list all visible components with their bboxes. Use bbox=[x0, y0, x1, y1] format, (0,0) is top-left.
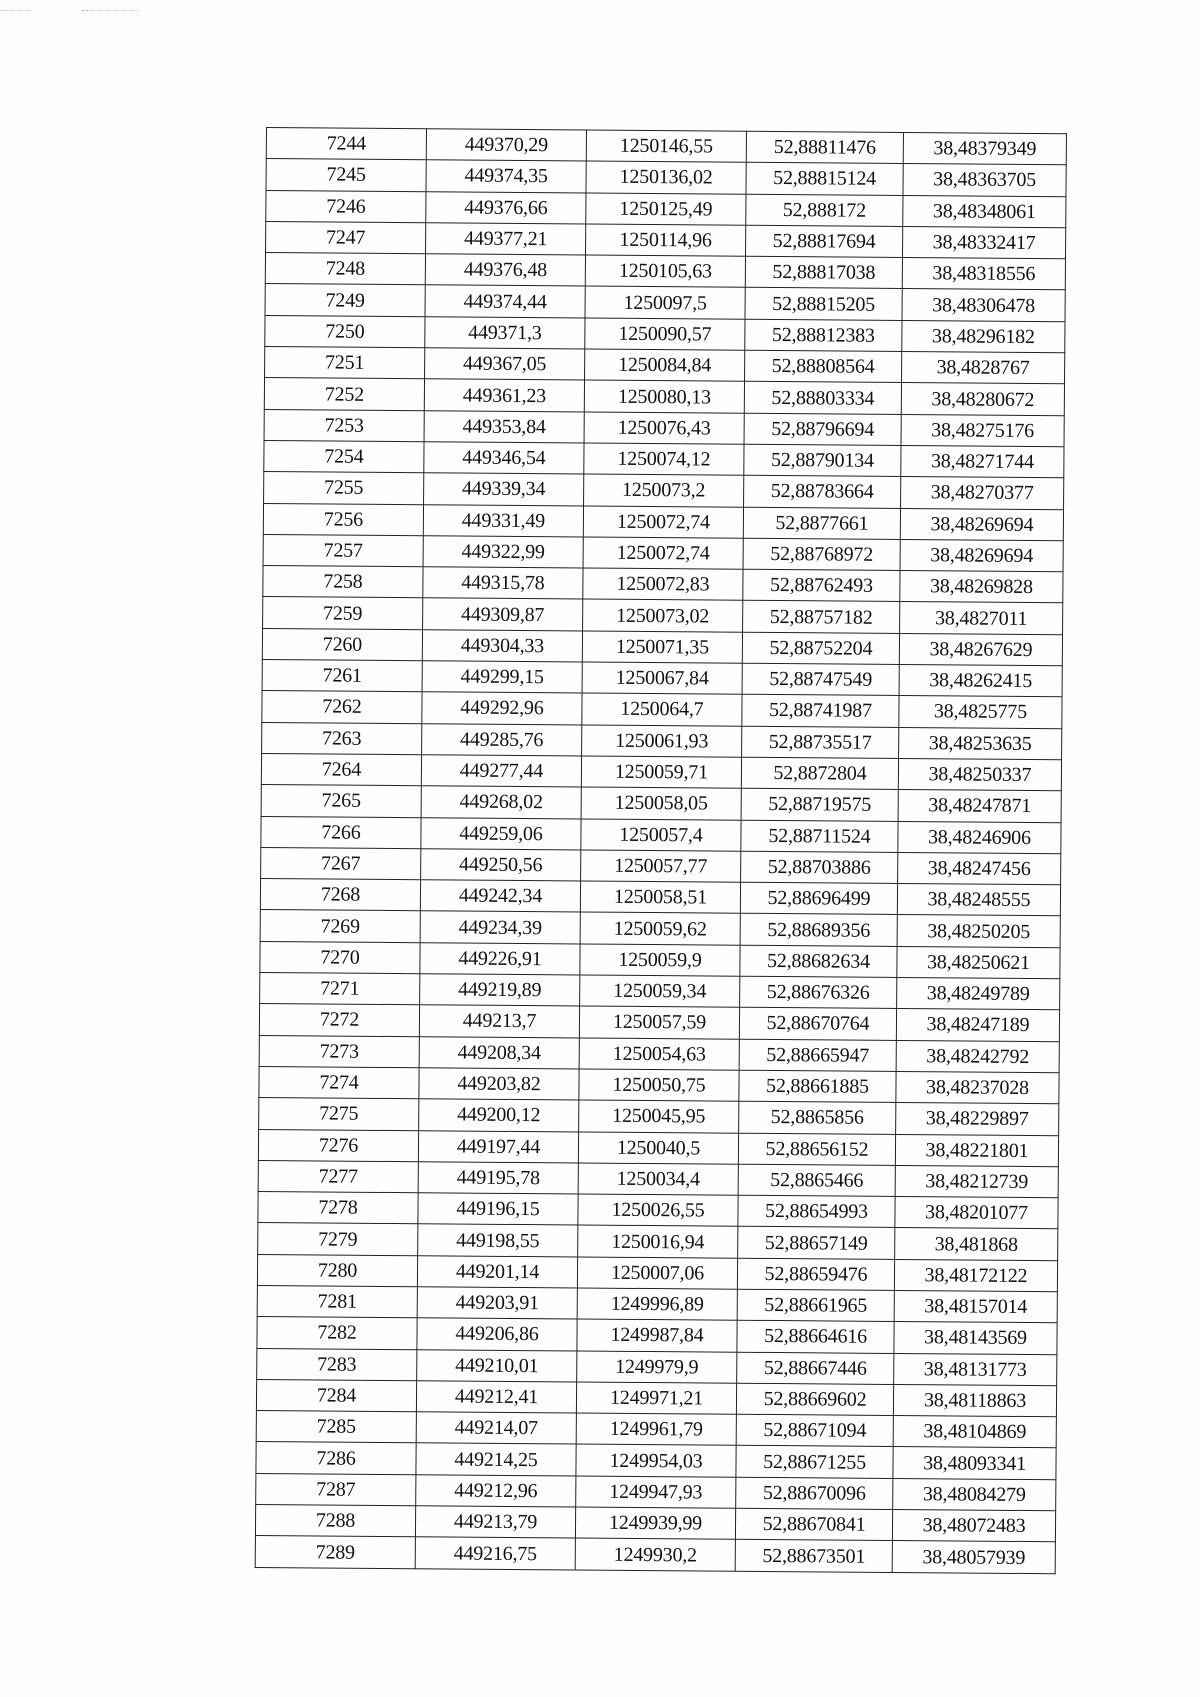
point-number-cell: 7269 bbox=[260, 910, 420, 943]
y-coordinate-cell: 1250084,84 bbox=[585, 349, 745, 382]
longitude-cell: 38,48271744 bbox=[901, 445, 1064, 478]
x-coordinate-cell: 449371,3 bbox=[425, 317, 585, 350]
y-coordinate-cell: 1250097,5 bbox=[585, 286, 745, 319]
latitude-cell: 52,88671255 bbox=[736, 1446, 893, 1479]
y-coordinate-cell: 1250073,02 bbox=[583, 599, 743, 632]
y-coordinate-cell: 1250114,96 bbox=[586, 224, 746, 257]
latitude-cell: 52,88811476 bbox=[746, 131, 903, 164]
latitude-cell: 52,88665947 bbox=[739, 1039, 896, 1072]
longitude-cell: 38,48072483 bbox=[892, 1510, 1055, 1543]
longitude-cell: 38,48348061 bbox=[903, 195, 1066, 228]
x-coordinate-cell: 449210,01 bbox=[417, 1349, 577, 1382]
y-coordinate-cell: 1250146,55 bbox=[586, 130, 746, 163]
x-coordinate-cell: 449250,56 bbox=[421, 849, 581, 882]
y-coordinate-cell: 1250059,62 bbox=[580, 912, 740, 945]
longitude-cell: 38,48269694 bbox=[900, 508, 1063, 541]
longitude-cell: 38,48237028 bbox=[896, 1071, 1059, 1104]
longitude-cell: 38,48249789 bbox=[897, 977, 1060, 1010]
longitude-cell: 38,48379349 bbox=[903, 133, 1066, 166]
x-coordinate-cell: 449292,96 bbox=[422, 692, 582, 725]
x-coordinate-cell: 449370,29 bbox=[426, 129, 586, 162]
point-number-cell: 7287 bbox=[256, 1473, 416, 1506]
x-coordinate-cell: 449213,79 bbox=[415, 1506, 575, 1539]
x-coordinate-cell: 449219,89 bbox=[420, 974, 580, 1007]
longitude-cell: 38,48131773 bbox=[894, 1353, 1057, 1386]
latitude-cell: 52,8872804 bbox=[741, 757, 898, 790]
longitude-cell: 38,48084279 bbox=[893, 1478, 1056, 1511]
point-number-cell: 7249 bbox=[265, 284, 425, 317]
x-coordinate-cell: 449226,91 bbox=[420, 942, 580, 975]
y-coordinate-cell: 1250080,13 bbox=[584, 380, 744, 413]
point-number-cell: 7264 bbox=[261, 753, 421, 786]
latitude-cell: 52,88661885 bbox=[739, 1070, 896, 1103]
y-coordinate-cell: 1250064,7 bbox=[582, 693, 742, 726]
latitude-cell: 52,88817038 bbox=[745, 256, 902, 289]
x-coordinate-cell: 449304,33 bbox=[422, 629, 582, 662]
x-coordinate-cell: 449213,7 bbox=[419, 1005, 579, 1038]
point-number-cell: 7248 bbox=[265, 253, 425, 286]
point-number-cell: 7283 bbox=[257, 1348, 417, 1381]
point-number-cell: 7261 bbox=[262, 660, 422, 693]
point-number-cell: 7263 bbox=[262, 722, 422, 755]
y-coordinate-cell: 1250061,93 bbox=[582, 725, 742, 758]
point-number-cell: 7246 bbox=[266, 190, 426, 223]
longitude-cell: 38,48306478 bbox=[902, 289, 1065, 322]
latitude-cell: 52,88696499 bbox=[740, 882, 897, 915]
x-coordinate-cell: 449206,86 bbox=[417, 1318, 577, 1351]
x-coordinate-cell: 449361,23 bbox=[424, 379, 584, 412]
latitude-cell: 52,88689356 bbox=[740, 914, 897, 947]
y-coordinate-cell: 1250054,63 bbox=[579, 1038, 739, 1071]
latitude-cell: 52,88783664 bbox=[744, 476, 901, 509]
y-coordinate-cell: 1250090,57 bbox=[585, 318, 745, 351]
y-coordinate-cell: 1250057,4 bbox=[581, 819, 741, 852]
x-coordinate-cell: 449353,84 bbox=[424, 410, 584, 443]
latitude-cell: 52,88747549 bbox=[742, 663, 899, 696]
latitude-cell: 52,88670096 bbox=[736, 1477, 893, 1510]
longitude-cell: 38,4825775 bbox=[899, 696, 1062, 729]
latitude-cell: 52,88762493 bbox=[743, 569, 900, 602]
y-coordinate-cell: 1250059,34 bbox=[580, 975, 740, 1008]
longitude-cell: 38,48363705 bbox=[903, 164, 1066, 197]
y-coordinate-cell: 1250076,43 bbox=[584, 412, 744, 445]
longitude-cell: 38,48172122 bbox=[894, 1259, 1057, 1292]
point-number-cell: 7252 bbox=[264, 378, 424, 411]
point-number-cell: 7255 bbox=[264, 472, 424, 505]
longitude-cell: 38,48247871 bbox=[898, 790, 1061, 823]
longitude-cell: 38,48318556 bbox=[902, 258, 1065, 291]
point-number-cell: 7271 bbox=[260, 972, 420, 1005]
point-number-cell: 7259 bbox=[263, 597, 423, 630]
y-coordinate-cell: 1250071,35 bbox=[582, 631, 742, 664]
latitude-cell: 52,88667446 bbox=[737, 1352, 894, 1385]
x-coordinate-cell: 449376,48 bbox=[425, 254, 585, 287]
point-number-cell: 7274 bbox=[259, 1066, 419, 1099]
latitude-cell: 52,88676326 bbox=[740, 976, 897, 1009]
latitude-cell: 52,888172 bbox=[746, 194, 903, 227]
x-coordinate-cell: 449374,35 bbox=[426, 160, 586, 193]
latitude-cell: 52,8865856 bbox=[739, 1101, 896, 1134]
y-coordinate-cell: 1249930,2 bbox=[575, 1538, 735, 1571]
latitude-cell: 52,88654993 bbox=[738, 1195, 895, 1228]
latitude-cell: 52,88682634 bbox=[740, 945, 897, 978]
point-number-cell: 7260 bbox=[262, 628, 422, 661]
y-coordinate-cell: 1249987,84 bbox=[577, 1319, 737, 1352]
y-coordinate-cell: 1250040,5 bbox=[578, 1131, 738, 1164]
y-coordinate-cell: 1250073,2 bbox=[584, 474, 744, 507]
y-coordinate-cell: 1250072,74 bbox=[583, 537, 743, 570]
x-coordinate-cell: 449309,87 bbox=[423, 598, 583, 631]
x-coordinate-cell: 449212,41 bbox=[416, 1381, 576, 1414]
y-coordinate-cell: 1250057,77 bbox=[581, 850, 741, 883]
longitude-cell: 38,48250205 bbox=[897, 915, 1060, 948]
point-number-cell: 7278 bbox=[258, 1192, 418, 1225]
point-number-cell: 7254 bbox=[264, 440, 424, 473]
longitude-cell: 38,48332417 bbox=[902, 226, 1065, 259]
longitude-cell: 38,48250621 bbox=[897, 946, 1060, 979]
latitude-cell: 52,88757182 bbox=[743, 601, 900, 634]
latitude-cell: 52,88768972 bbox=[743, 538, 900, 571]
point-number-cell: 7262 bbox=[262, 691, 422, 724]
x-coordinate-cell: 449285,76 bbox=[422, 723, 582, 756]
point-number-cell: 7253 bbox=[264, 409, 424, 442]
x-coordinate-cell: 449197,44 bbox=[418, 1130, 578, 1163]
x-coordinate-cell: 449331,49 bbox=[423, 504, 583, 537]
x-coordinate-cell: 449376,66 bbox=[426, 191, 586, 224]
latitude-cell: 52,88790134 bbox=[744, 444, 901, 477]
x-coordinate-cell: 449242,34 bbox=[420, 880, 580, 913]
y-coordinate-cell: 1250136,02 bbox=[586, 161, 746, 194]
point-number-cell: 7285 bbox=[256, 1411, 416, 1444]
longitude-cell: 38,48275176 bbox=[901, 414, 1064, 447]
latitude-cell: 52,88719575 bbox=[741, 788, 898, 821]
y-coordinate-cell: 1250058,51 bbox=[580, 881, 740, 914]
y-coordinate-cell: 1250125,49 bbox=[586, 193, 746, 226]
longitude-cell: 38,48201077 bbox=[895, 1197, 1058, 1230]
x-coordinate-cell: 449214,25 bbox=[416, 1443, 576, 1476]
longitude-cell: 38,48221801 bbox=[895, 1134, 1058, 1167]
point-number-cell: 7277 bbox=[258, 1160, 418, 1193]
x-coordinate-cell: 449277,44 bbox=[421, 755, 581, 788]
point-number-cell: 7280 bbox=[257, 1254, 417, 1287]
point-number-cell: 7284 bbox=[256, 1379, 416, 1412]
point-number-cell: 7266 bbox=[261, 816, 421, 849]
latitude-cell: 52,88711524 bbox=[741, 820, 898, 853]
longitude-cell: 38,48247189 bbox=[896, 1009, 1059, 1042]
y-coordinate-cell: 1250074,12 bbox=[584, 443, 744, 476]
latitude-cell: 52,88817694 bbox=[745, 225, 902, 258]
x-coordinate-cell: 449374,44 bbox=[425, 285, 585, 318]
x-coordinate-cell: 449200,12 bbox=[419, 1099, 579, 1132]
x-coordinate-cell: 449268,02 bbox=[421, 786, 581, 819]
latitude-cell: 52,8877661 bbox=[743, 507, 900, 540]
point-number-cell: 7289 bbox=[255, 1536, 415, 1569]
point-number-cell: 7288 bbox=[255, 1505, 415, 1538]
x-coordinate-cell: 449212,96 bbox=[416, 1474, 576, 1507]
point-number-cell: 7276 bbox=[258, 1129, 418, 1162]
longitude-cell: 38,48262415 bbox=[899, 665, 1062, 698]
longitude-cell: 38,48246906 bbox=[898, 821, 1061, 854]
longitude-cell: 38,48157014 bbox=[894, 1290, 1057, 1323]
latitude-cell: 52,88803334 bbox=[744, 382, 901, 415]
x-coordinate-cell: 449367,05 bbox=[425, 348, 585, 381]
x-coordinate-cell: 449377,21 bbox=[426, 223, 586, 256]
latitude-cell: 52,88669602 bbox=[736, 1383, 893, 1416]
x-coordinate-cell: 449346,54 bbox=[424, 442, 584, 475]
coordinates-table-body bbox=[255, 128, 1066, 1574]
y-coordinate-cell: 1250034,4 bbox=[578, 1163, 738, 1196]
scan-artifact bbox=[82, 10, 138, 12]
y-coordinate-cell: 1249947,93 bbox=[576, 1476, 736, 1509]
x-coordinate-cell: 449234,39 bbox=[420, 911, 580, 944]
latitude-cell: 52,88670764 bbox=[739, 1008, 896, 1041]
y-coordinate-cell: 1250059,9 bbox=[580, 944, 740, 977]
latitude-cell: 52,88812383 bbox=[745, 319, 902, 352]
point-number-cell: 7267 bbox=[261, 847, 421, 880]
point-number-cell: 7244 bbox=[266, 128, 426, 161]
longitude-cell: 38,48242792 bbox=[896, 1040, 1059, 1073]
longitude-cell: 38,48248555 bbox=[897, 884, 1060, 917]
latitude-cell: 52,88815124 bbox=[746, 163, 903, 196]
x-coordinate-cell: 449203,91 bbox=[417, 1287, 577, 1320]
y-coordinate-cell: 1249971,21 bbox=[576, 1382, 736, 1415]
point-number-cell: 7258 bbox=[263, 566, 423, 599]
latitude-cell: 52,88673501 bbox=[735, 1540, 892, 1573]
point-number-cell: 7250 bbox=[265, 315, 425, 348]
longitude-cell: 38,48296182 bbox=[902, 320, 1065, 353]
y-coordinate-cell: 1250045,95 bbox=[579, 1100, 739, 1133]
x-coordinate-cell: 449216,75 bbox=[415, 1537, 575, 1570]
longitude-cell: 38,48093341 bbox=[893, 1447, 1056, 1480]
latitude-cell: 52,88735517 bbox=[742, 726, 899, 759]
y-coordinate-cell: 1250057,59 bbox=[579, 1006, 739, 1039]
y-coordinate-cell: 1250058,05 bbox=[581, 787, 741, 820]
latitude-cell: 52,88796694 bbox=[744, 413, 901, 446]
y-coordinate-cell: 1250105,63 bbox=[585, 255, 745, 288]
longitude-cell: 38,48229897 bbox=[896, 1103, 1059, 1136]
longitude-cell: 38,48253635 bbox=[899, 727, 1062, 760]
y-coordinate-cell: 1250026,55 bbox=[578, 1194, 738, 1227]
x-coordinate-cell: 449299,15 bbox=[422, 661, 582, 694]
coordinates-table bbox=[255, 127, 1067, 1574]
point-number-cell: 7251 bbox=[265, 347, 425, 380]
x-coordinate-cell: 449214,07 bbox=[416, 1412, 576, 1445]
y-coordinate-cell: 1250016,94 bbox=[578, 1225, 738, 1258]
point-number-cell: 7273 bbox=[259, 1035, 419, 1068]
point-number-cell: 7270 bbox=[260, 941, 420, 974]
latitude-cell: 52,88808564 bbox=[745, 350, 902, 383]
y-coordinate-cell: 1249954,03 bbox=[576, 1444, 736, 1477]
table-row bbox=[255, 1536, 1055, 1574]
latitude-cell: 52,88670841 bbox=[735, 1508, 892, 1541]
y-coordinate-cell: 1250059,71 bbox=[581, 756, 741, 789]
latitude-cell: 52,88671094 bbox=[736, 1414, 893, 1447]
scan-artifact bbox=[0, 10, 32, 12]
point-number-cell: 7257 bbox=[263, 534, 423, 567]
y-coordinate-cell: 1250072,74 bbox=[583, 506, 743, 539]
latitude-cell: 52,88703886 bbox=[741, 851, 898, 884]
y-coordinate-cell: 1249961,79 bbox=[576, 1413, 736, 1446]
x-coordinate-cell: 449208,34 bbox=[419, 1036, 579, 1069]
latitude-cell: 52,88656152 bbox=[738, 1133, 895, 1166]
longitude-cell: 38,48267629 bbox=[899, 633, 1062, 666]
x-coordinate-cell: 449203,82 bbox=[419, 1068, 579, 1101]
point-number-cell: 7281 bbox=[257, 1285, 417, 1318]
x-coordinate-cell: 449201,14 bbox=[417, 1255, 577, 1288]
point-number-cell: 7272 bbox=[259, 1004, 419, 1037]
x-coordinate-cell: 449322,99 bbox=[423, 536, 583, 569]
longitude-cell: 38,48269828 bbox=[900, 571, 1063, 604]
x-coordinate-cell: 449259,06 bbox=[421, 817, 581, 850]
longitude-cell: 38,48270377 bbox=[901, 477, 1064, 510]
y-coordinate-cell: 1250072,83 bbox=[583, 568, 743, 601]
y-coordinate-cell: 1249979,9 bbox=[577, 1351, 737, 1384]
y-coordinate-cell: 1250067,84 bbox=[582, 662, 742, 695]
latitude-cell: 52,88752204 bbox=[742, 632, 899, 665]
latitude-cell: 52,8865466 bbox=[738, 1164, 895, 1197]
latitude-cell: 52,88657149 bbox=[738, 1227, 895, 1260]
longitude-cell: 38,48269694 bbox=[900, 539, 1063, 572]
latitude-cell: 52,88815205 bbox=[745, 288, 902, 321]
longitude-cell: 38,48247456 bbox=[898, 852, 1061, 885]
longitude-cell: 38,48212739 bbox=[895, 1165, 1058, 1198]
latitude-cell: 52,88664616 bbox=[737, 1321, 894, 1354]
point-number-cell: 7275 bbox=[259, 1098, 419, 1131]
point-number-cell: 7286 bbox=[256, 1442, 416, 1475]
x-coordinate-cell: 449339,34 bbox=[424, 473, 584, 506]
latitude-cell: 52,88741987 bbox=[742, 695, 899, 728]
point-number-cell: 7256 bbox=[263, 503, 423, 536]
longitude-cell: 38,481868 bbox=[895, 1228, 1058, 1261]
x-coordinate-cell: 449195,78 bbox=[418, 1162, 578, 1195]
longitude-cell: 38,4828767 bbox=[902, 352, 1065, 385]
longitude-cell: 38,48104869 bbox=[893, 1416, 1056, 1449]
latitude-cell: 52,88661965 bbox=[737, 1289, 894, 1322]
point-number-cell: 7245 bbox=[266, 159, 426, 192]
point-number-cell: 7282 bbox=[257, 1317, 417, 1350]
y-coordinate-cell: 1249996,89 bbox=[577, 1288, 737, 1321]
longitude-cell: 38,48118863 bbox=[893, 1384, 1056, 1417]
latitude-cell: 52,88659476 bbox=[737, 1258, 894, 1291]
longitude-cell: 38,48250337 bbox=[898, 758, 1061, 791]
x-coordinate-cell: 449198,55 bbox=[418, 1224, 578, 1257]
x-coordinate-cell: 449315,78 bbox=[423, 567, 583, 600]
y-coordinate-cell: 1250050,75 bbox=[579, 1069, 739, 1102]
longitude-cell: 38,48280672 bbox=[901, 383, 1064, 416]
point-number-cell: 7265 bbox=[261, 785, 421, 818]
longitude-cell: 38,48057939 bbox=[892, 1541, 1055, 1574]
x-coordinate-cell: 449196,15 bbox=[418, 1193, 578, 1226]
point-number-cell: 7247 bbox=[266, 221, 426, 254]
longitude-cell: 38,4827011 bbox=[900, 602, 1063, 635]
point-number-cell: 7268 bbox=[260, 879, 420, 912]
point-number-cell: 7279 bbox=[258, 1223, 418, 1256]
longitude-cell: 38,48143569 bbox=[894, 1322, 1057, 1355]
y-coordinate-cell: 1249939,99 bbox=[575, 1507, 735, 1540]
y-coordinate-cell: 1250007,06 bbox=[577, 1257, 737, 1290]
